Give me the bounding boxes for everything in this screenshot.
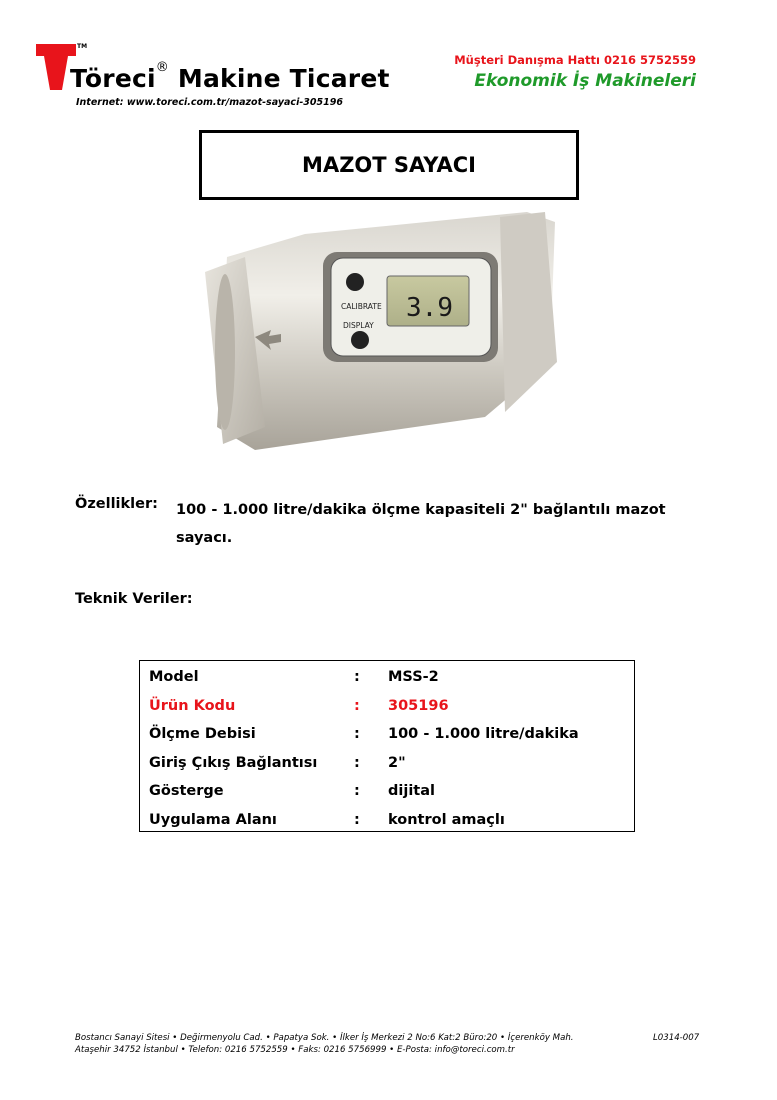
spec-key: Ölçme Debisi — [149, 726, 256, 743]
lcd-reading: 3.9 — [406, 293, 453, 323]
website-url[interactable]: Internet: www.toreci.com.tr/mazot-sayaci-305196 — [76, 97, 343, 108]
spec-separator: : — [354, 697, 360, 714]
features-label: Özellikler: — [75, 496, 158, 512]
page-title: MAZOT SAYACI — [302, 153, 476, 177]
document-code: L0314-007 — [653, 1033, 700, 1043]
spec-value: kontrol amaçlı — [388, 811, 505, 828]
technical-data-label: Teknik Veriler: — [75, 591, 193, 607]
spec-separator: : — [354, 726, 360, 743]
spec-value: 305196 — [388, 697, 449, 714]
spec-separator: : — [354, 811, 360, 828]
spec-key: Gösterge — [149, 783, 224, 800]
product-photo — [205, 212, 560, 457]
calibrate-label: CALIBRATE — [341, 302, 382, 311]
spec-value: dijital — [388, 783, 435, 800]
spec-value: 100 - 1.000 litre/dakika — [388, 726, 579, 743]
display-label: DISPLAY — [343, 321, 374, 330]
trademark-mark: TM — [77, 43, 88, 50]
spec-separator: : — [354, 754, 360, 771]
spec-key: Giriş Çıkış Bağlantısı — [149, 754, 318, 771]
spec-key: Ürün Kodu — [149, 697, 236, 714]
title-box — [199, 130, 579, 200]
spec-value: MSS-2 — [388, 669, 439, 686]
spec-row-flow-rate — [140, 720, 634, 749]
footer-address-line2: Ataşehir 34752 İstanbul • Telefon: 0216 5752559 • Faks: 0216 5756999 • E-Posta: info@toreci.com.tr — [75, 1045, 515, 1055]
spec-row-model — [140, 663, 634, 692]
spec-value: 2" — [388, 754, 406, 771]
spec-table — [139, 660, 635, 832]
footer-address-line1: Bostancı Sanayi Sitesi • Değirmenyolu Cad. • Papatya Sok. • İlker İş Merkezi 2 No:6 Kat:2 Büro:20 • İçerenköy Mah. — [75, 1033, 574, 1043]
spec-key: Model — [149, 669, 199, 686]
company-slogan: Ekonomik İş Makineleri — [474, 71, 696, 91]
spec-row-display — [140, 777, 634, 806]
spec-row-product-code — [140, 692, 634, 721]
spec-key: Uygulama Alanı — [149, 811, 277, 828]
company-name: Töreci® Makine Ticaret — [70, 60, 390, 93]
spec-row-application — [140, 806, 634, 835]
customer-hotline: Müşteri Danışma Hattı 0216 5752559 — [454, 53, 696, 67]
spec-row-connection — [140, 749, 634, 778]
spec-separator: : — [354, 669, 360, 686]
features-text: 100 - 1.000 litre/dakika ölçme kapasiteli 2" bağlantılı mazot sayacı. — [176, 502, 666, 546]
spec-separator: : — [354, 783, 360, 800]
